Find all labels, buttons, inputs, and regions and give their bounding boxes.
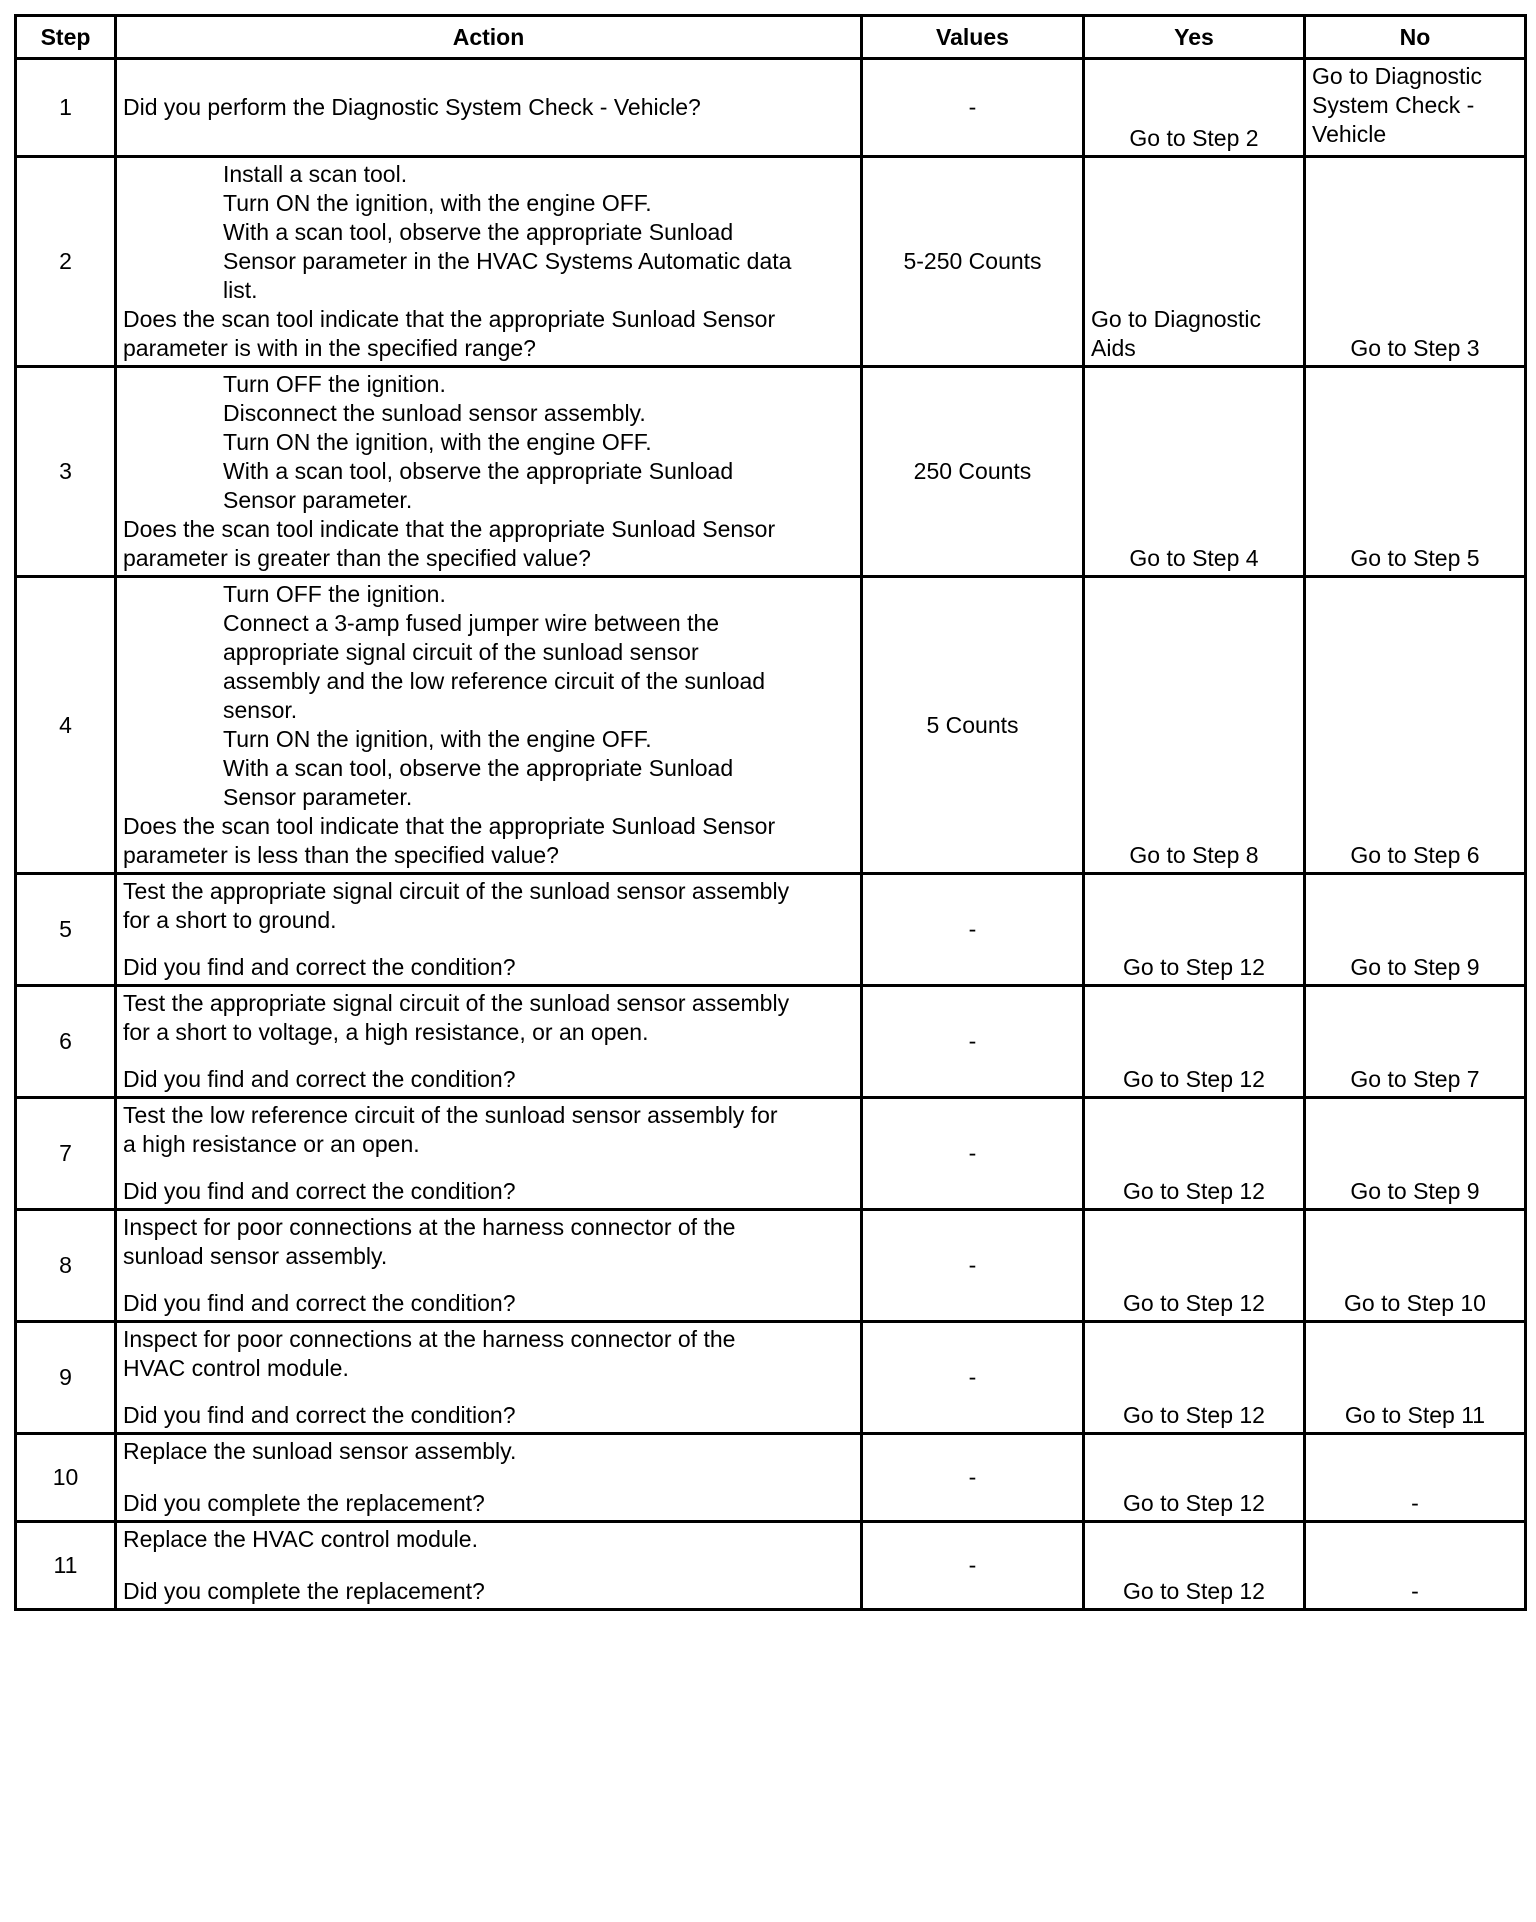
yes-cell-content <box>1085 1523 1303 1608</box>
yes-cell <box>1084 367 1305 577</box>
no-cell-content <box>1306 158 1524 365</box>
action-content <box>117 1099 860 1208</box>
action-lead <box>123 877 854 935</box>
instruction-line: appropriate signal circuit of the sunload sensor <box>223 639 699 665</box>
action-cell <box>116 1434 862 1522</box>
yes-cell-content <box>1085 60 1303 155</box>
action-content <box>117 1435 860 1520</box>
no-cell-content <box>1306 60 1524 155</box>
instruction-line: With a scan tool, observe the appropriate Sunload <box>223 755 734 781</box>
instruction-line: With a scan tool, observe the appropriate Sunload <box>223 458 734 484</box>
table-row <box>16 577 1526 874</box>
step-number: 4 <box>16 577 116 874</box>
yes-cell-content <box>1085 368 1303 575</box>
instruction-line: sensor. <box>223 697 298 723</box>
action-lead-line: HVAC control module. <box>123 1355 349 1381</box>
no-cell <box>1305 874 1526 986</box>
question-line: Does the scan tool indicate that the appropriate Sunload Sensor <box>123 813 776 839</box>
action-cell <box>116 1522 862 1610</box>
action-question <box>123 1289 854 1318</box>
no-cell <box>1305 1322 1526 1434</box>
action-question <box>123 953 854 982</box>
action-cell <box>116 874 862 986</box>
no-cell <box>1305 1098 1526 1210</box>
no-cell <box>1305 59 1526 157</box>
action-lead-line: Inspect for poor connections at the harness connector of the <box>123 1214 736 1240</box>
instruction-line: Turn OFF the ignition. <box>223 371 446 397</box>
step-number: 9 <box>16 1322 116 1434</box>
table-row <box>16 874 1526 986</box>
action-question <box>123 1065 854 1094</box>
no-cell-line: Go to Step 6 <box>1350 842 1480 868</box>
yes-cell-line: Go to Step 12 <box>1123 1402 1265 1428</box>
action-cell <box>116 367 862 577</box>
action-lead-line: Replace the HVAC control module. <box>123 1526 478 1552</box>
value-cell: - <box>862 1522 1084 1610</box>
table-row <box>16 1434 1526 1522</box>
yes-cell-line: Go to Step 4 <box>1129 545 1259 571</box>
value-cell: - <box>862 874 1084 986</box>
yes-cell-content <box>1085 1435 1303 1520</box>
question-line: Did you find and correct the condition? <box>123 1290 516 1316</box>
no-cell-line: Go to Step 9 <box>1350 954 1480 980</box>
yes-cell-line: Go to Step 12 <box>1123 1178 1265 1204</box>
yes-cell-content <box>1085 1099 1303 1208</box>
yes-cell-line: Go to Diagnostic <box>1091 306 1262 332</box>
no-cell-line: Go to Step 3 <box>1350 335 1480 361</box>
step-number: 1 <box>16 59 116 157</box>
action-question <box>123 812 854 870</box>
instruction-line: With a scan tool, observe the appropriate Sunload <box>223 219 734 245</box>
no-cell <box>1305 1522 1526 1610</box>
action-lead <box>123 1525 854 1554</box>
instruction-line: Install a scan tool. <box>223 161 408 187</box>
question-line: parameter is less than the specified value? <box>123 842 559 868</box>
action-lead-line: Replace the sunload sensor assembly. <box>123 1438 517 1464</box>
question-line: parameter is with in the specified range? <box>123 335 536 361</box>
action-lead-line: Test the appropriate signal circuit of the sunload sensor assembly <box>123 878 790 904</box>
header-values: Values <box>862 16 1084 59</box>
header-row <box>16 16 1526 59</box>
step-number: 3 <box>16 367 116 577</box>
action-lead <box>123 1101 854 1159</box>
no-cell-content <box>1306 875 1524 984</box>
yes-cell <box>1084 1434 1305 1522</box>
question-line: Did you find and correct the condition? <box>123 954 516 980</box>
question-line: Does the scan tool indicate that the appropriate Sunload Sensor <box>123 306 776 332</box>
yes-cell <box>1084 577 1305 874</box>
no-cell-content <box>1306 368 1524 575</box>
action-top <box>123 1213 854 1271</box>
step-number: 6 <box>16 986 116 1098</box>
yes-cell <box>1084 157 1305 367</box>
yes-cell-content <box>1085 1323 1303 1432</box>
table-row <box>16 59 1526 157</box>
action-top <box>123 580 854 812</box>
yes-cell-line: Go to Step 12 <box>1123 1490 1265 1516</box>
no-cell-content <box>1306 1435 1524 1520</box>
yes-cell-line: Go to Step 12 <box>1123 954 1265 980</box>
yes-cell-content <box>1085 987 1303 1096</box>
table-row <box>16 986 1526 1098</box>
diagnostic-table <box>14 14 1527 1611</box>
instruction-line: list. <box>223 277 258 303</box>
action-lead <box>123 1325 854 1383</box>
yes-cell <box>1084 1522 1305 1610</box>
action-lead-line: Test the low reference circuit of the sunload sensor assembly for <box>123 1102 778 1128</box>
instruction-line: Connect a 3-amp fused jumper wire between the <box>223 610 720 636</box>
yes-cell-line: Go to Step 2 <box>1129 125 1259 151</box>
no-cell-line: Go to Step 5 <box>1350 545 1480 571</box>
yes-cell-content <box>1085 1211 1303 1320</box>
value-cell: - <box>862 1098 1084 1210</box>
yes-cell <box>1084 986 1305 1098</box>
action-top <box>123 1325 854 1383</box>
table-row <box>16 367 1526 577</box>
action-content <box>117 578 860 872</box>
yes-cell-content <box>1085 158 1303 365</box>
action-lead-line: Did you perform the Diagnostic System Check - Vehicle? <box>123 94 701 120</box>
no-cell-content <box>1306 1099 1524 1208</box>
value-cell: - <box>862 986 1084 1098</box>
no-cell-line: Go to Step 7 <box>1350 1066 1480 1092</box>
yes-cell-line: Aids <box>1091 335 1136 361</box>
action-cell <box>116 157 862 367</box>
action-top <box>123 989 854 1047</box>
action-cell <box>116 59 862 157</box>
action-lead-line: Inspect for poor connections at the harness connector of the <box>123 1326 736 1352</box>
instruction-line: Sensor parameter. <box>223 784 413 810</box>
no-cell-line: - <box>1411 1490 1419 1516</box>
no-cell-line: System Check - <box>1312 92 1475 118</box>
no-cell-line: Go to Step 9 <box>1350 1178 1480 1204</box>
step-number: 7 <box>16 1098 116 1210</box>
action-lead <box>123 1437 854 1466</box>
action-cell <box>116 577 862 874</box>
action-lead-line: Test the appropriate signal circuit of the sunload sensor assembly <box>123 990 790 1016</box>
action-question <box>123 515 854 573</box>
yes-cell <box>1084 59 1305 157</box>
question-line: Did you complete the replacement? <box>123 1490 485 1516</box>
no-cell <box>1305 367 1526 577</box>
action-content <box>117 1211 860 1320</box>
yes-cell-line: Go to Step 12 <box>1123 1066 1265 1092</box>
instruction-line: Turn ON the ignition, with the engine OFF. <box>223 726 652 752</box>
no-cell-content <box>1306 1323 1524 1432</box>
yes-cell <box>1084 1098 1305 1210</box>
yes-cell <box>1084 1322 1305 1434</box>
no-cell <box>1305 1210 1526 1322</box>
no-cell-line: Go to Step 11 <box>1344 1402 1486 1428</box>
action-cell <box>116 986 862 1098</box>
action-top <box>123 1525 854 1554</box>
value-cell: - <box>862 1210 1084 1322</box>
no-cell-line: Go to Diagnostic <box>1312 63 1483 89</box>
action-lead <box>123 1213 854 1271</box>
table-row <box>16 157 1526 367</box>
action-lead <box>123 93 854 122</box>
value-cell: - <box>862 59 1084 157</box>
action-lead-line: sunload sensor assembly. <box>123 1243 388 1269</box>
action-question <box>123 1401 854 1430</box>
instruction-line: Sensor parameter. <box>223 487 413 513</box>
action-instructions <box>123 160 854 305</box>
value-cell: 5 Counts <box>862 577 1084 874</box>
action-content <box>117 368 860 575</box>
action-top <box>123 1101 854 1159</box>
yes-cell-line: Go to Step 12 <box>1123 1578 1265 1604</box>
instruction-line: assembly and the low reference circuit of the sunload <box>223 668 766 694</box>
no-cell <box>1305 157 1526 367</box>
yes-cell-line: Go to Step 12 <box>1123 1290 1265 1316</box>
yes-cell-content <box>1085 875 1303 984</box>
action-lead <box>123 989 854 1047</box>
action-top <box>123 93 854 122</box>
step-number: 8 <box>16 1210 116 1322</box>
no-cell-content <box>1306 987 1524 1096</box>
value-cell: 5-250 Counts <box>862 157 1084 367</box>
instruction-line: Turn ON the ignition, with the engine OFF. <box>223 429 652 455</box>
action-cell <box>116 1210 862 1322</box>
action-lead-line: for a short to voltage, a high resistance, or an open. <box>123 1019 649 1045</box>
instruction-line: Turn OFF the ignition. <box>223 581 446 607</box>
step-number: 11 <box>16 1522 116 1610</box>
no-cell-line: Go to Step 10 <box>1344 1290 1486 1316</box>
yes-cell <box>1084 1210 1305 1322</box>
action-content <box>117 158 860 365</box>
yes-cell-line: Go to Step 8 <box>1129 842 1259 868</box>
header-yes: Yes <box>1084 16 1305 59</box>
action-question <box>123 1577 854 1606</box>
table-row <box>16 1322 1526 1434</box>
step-number: 2 <box>16 157 116 367</box>
action-instructions <box>123 370 854 515</box>
step-number: 5 <box>16 874 116 986</box>
action-top <box>123 1437 854 1466</box>
header-step: Step <box>16 16 116 59</box>
action-question <box>123 305 854 363</box>
action-instructions <box>123 580 854 812</box>
no-cell-line: Vehicle <box>1312 121 1387 147</box>
question-line: Did you find and correct the condition? <box>123 1066 516 1092</box>
action-content <box>117 1323 860 1432</box>
no-cell-content <box>1306 578 1524 872</box>
question-line: Did you complete the replacement? <box>123 1578 485 1604</box>
no-cell-content <box>1306 1211 1524 1320</box>
action-top <box>123 877 854 935</box>
table-body <box>16 59 1526 1610</box>
no-cell <box>1305 577 1526 874</box>
instruction-line: Sensor parameter in the HVAC Systems Automatic data <box>223 248 792 274</box>
value-cell: - <box>862 1322 1084 1434</box>
no-cell <box>1305 1434 1526 1522</box>
no-cell-line: - <box>1411 1578 1419 1604</box>
yes-cell <box>1084 874 1305 986</box>
action-content <box>117 875 860 984</box>
action-top <box>123 370 854 515</box>
action-content <box>117 60 860 155</box>
value-cell: 250 Counts <box>862 367 1084 577</box>
instruction-line: Disconnect the sunload sensor assembly. <box>223 400 646 426</box>
no-cell <box>1305 986 1526 1098</box>
question-line: parameter is greater than the specified value? <box>123 545 591 571</box>
table-row <box>16 1522 1526 1610</box>
question-line: Did you find and correct the condition? <box>123 1402 516 1428</box>
header-action: Action <box>116 16 862 59</box>
value-cell: - <box>862 1434 1084 1522</box>
table-row <box>16 1098 1526 1210</box>
question-line: Does the scan tool indicate that the appropriate Sunload Sensor <box>123 516 776 542</box>
action-question <box>123 1177 854 1206</box>
action-content <box>117 1523 860 1608</box>
action-cell <box>116 1322 862 1434</box>
yes-cell-content <box>1085 578 1303 872</box>
action-lead-line: for a short to ground. <box>123 907 337 933</box>
header-no: No <box>1305 16 1526 59</box>
question-line: Did you find and correct the condition? <box>123 1178 516 1204</box>
action-content <box>117 987 860 1096</box>
instruction-line: Turn ON the ignition, with the engine OFF. <box>223 190 652 216</box>
action-lead-line: a high resistance or an open. <box>123 1131 420 1157</box>
table-row <box>16 1210 1526 1322</box>
action-cell <box>116 1098 862 1210</box>
no-cell-content <box>1306 1523 1524 1608</box>
step-number: 10 <box>16 1434 116 1522</box>
action-question <box>123 1489 854 1518</box>
action-top <box>123 160 854 305</box>
